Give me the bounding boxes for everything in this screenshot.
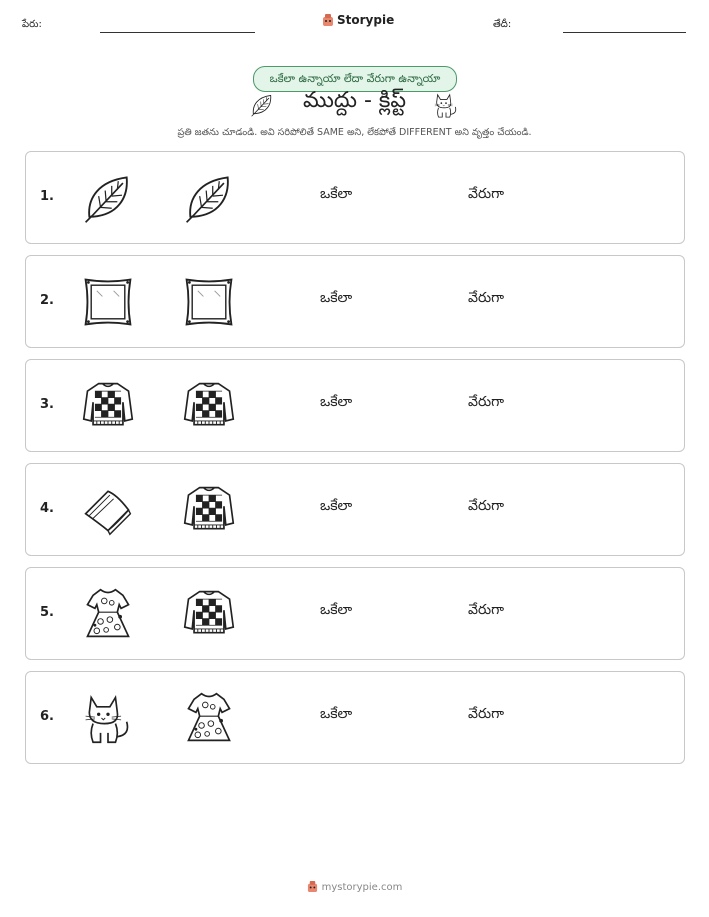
dress-icon: [80, 586, 136, 642]
same-option[interactable]: ఒకేలా: [320, 706, 353, 722]
different-option[interactable]: వేరుగా: [468, 186, 504, 202]
pillow-icon: [80, 274, 136, 330]
footer-url: mystorypie.com: [321, 881, 403, 893]
question-row: [25, 671, 685, 764]
question-number: 2.: [40, 293, 54, 308]
instructions: ప్రతి జతను చూడండి. అవి సరిపోలితే SAME అని, లేకపోతే DIFFERENT అని వృత్తం చేయండి.: [177, 127, 532, 138]
different-option[interactable]: వేరుగా: [468, 602, 504, 618]
question-row: [25, 151, 685, 244]
different-option[interactable]: వేరుగా: [468, 394, 504, 410]
name-label: పేరు:: [22, 19, 42, 30]
brand-name: Storypie: [337, 13, 395, 27]
question-number: 5.: [40, 605, 54, 620]
pillow-icon: [181, 274, 237, 330]
subtitle-badge: ఒకేలా ఉన్నాయా లేదా వేరుగా ఉన్నాయా: [253, 66, 457, 92]
dress-icon: [181, 690, 237, 746]
question-number: 4.: [40, 501, 54, 516]
name-line[interactable]: [100, 32, 255, 33]
question-row: [25, 463, 685, 556]
storypie-logo-icon: [322, 14, 334, 27]
towel-icon: [80, 482, 136, 538]
question-row: [25, 359, 685, 452]
different-option[interactable]: వేరుగా: [468, 290, 504, 306]
sweater-icon: [181, 586, 237, 642]
leaf-icon: [181, 170, 237, 226]
footer-logo-icon: [307, 881, 318, 893]
cat-icon: [432, 90, 460, 120]
question-row: [25, 567, 685, 660]
different-option[interactable]: వేరుగా: [468, 498, 504, 514]
same-option[interactable]: ఒకేలా: [320, 498, 353, 514]
page-title: ముద్దు - క్లిప్ట్: [302, 88, 407, 113]
date-line[interactable]: [563, 32, 686, 33]
question-number: 6.: [40, 709, 54, 724]
footer: [0, 881, 709, 893]
same-option[interactable]: ఒకేలా: [320, 290, 353, 306]
sweater-icon: [80, 378, 136, 434]
date-label: తేదీ:: [493, 19, 512, 30]
sweater-icon: [181, 482, 237, 538]
same-option[interactable]: ఒకేలా: [320, 394, 353, 410]
worksheet-header: [0, 0, 709, 45]
different-option[interactable]: వేరుగా: [468, 706, 504, 722]
question-number: 3.: [40, 397, 54, 412]
same-option[interactable]: ఒకేలా: [320, 186, 353, 202]
leaf-icon: [80, 170, 136, 226]
brand: [322, 13, 394, 27]
question-row: [25, 255, 685, 348]
sweater-icon: [181, 378, 237, 434]
cat-icon: [80, 690, 136, 746]
same-option[interactable]: ఒకేలా: [320, 602, 353, 618]
question-number: 1.: [40, 189, 54, 204]
